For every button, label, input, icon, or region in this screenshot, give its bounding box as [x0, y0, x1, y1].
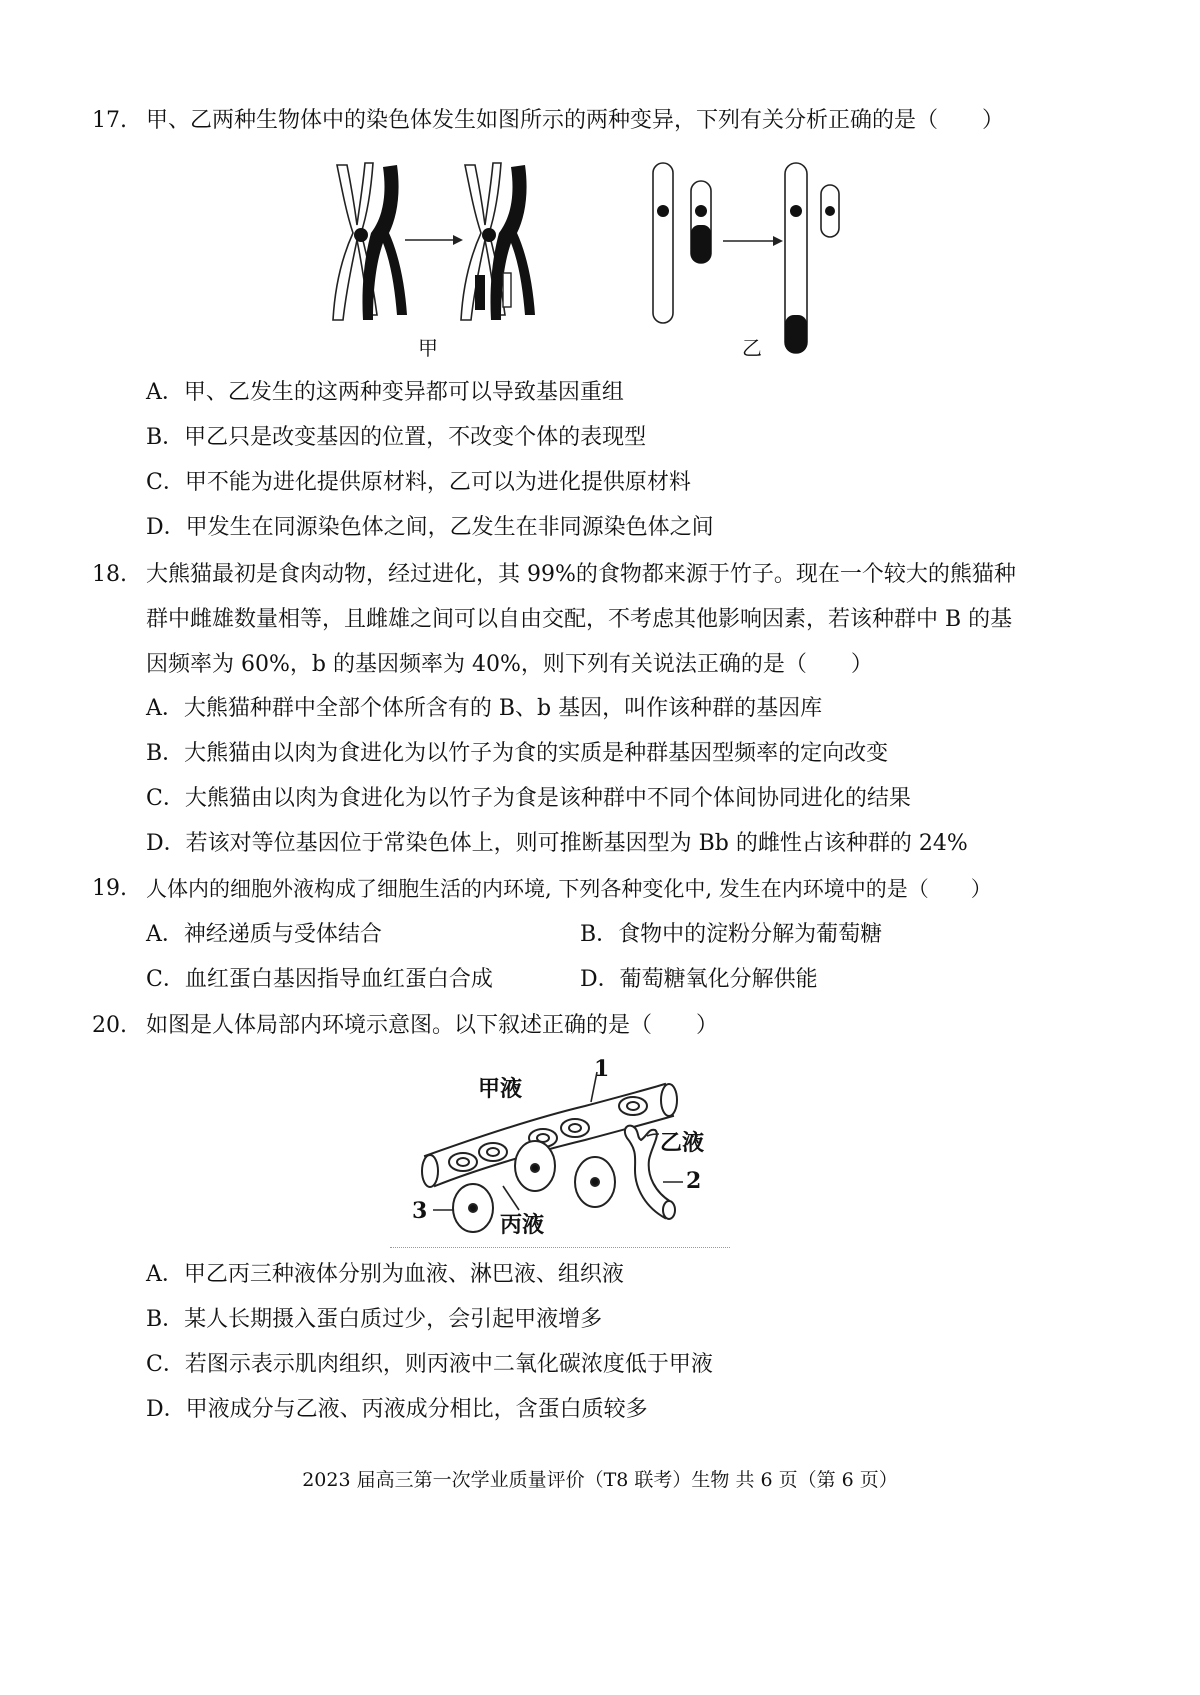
q20-option-b[interactable]: B．某人长期摄入蛋白质过少，会引起甲液增多 — [146, 1307, 603, 1332]
yi-arrow-icon — [723, 236, 783, 246]
q20-label-1: 1 — [594, 1056, 610, 1082]
q18-option-c[interactable]: C．大熊猫由以肉为食进化为以竹子为食是该种群中不同个体间协同进化的结果 — [146, 786, 911, 811]
q17-chromosome-figure — [325, 155, 865, 355]
q18-number: 18. — [92, 562, 127, 587]
q20-option-c[interactable]: C．若图示表示肌肉组织，则丙液中二氧化碳浓度低于甲液 — [146, 1352, 713, 1377]
q17-option-d[interactable]: D．甲发生在同源染色体之间，乙发生在非同源染色体之间 — [146, 515, 714, 540]
q18-stem-line-1: 大熊猫最初是食肉动物，经过进化，其 99%的食物都来源于竹子。现在一个较大的熊猫种 — [146, 562, 1016, 587]
q18-stem-line-2: 群中雌雄数量相等，且雌雄之间可以自由交配，不考虑其他影响因素，若该种群中 B 的基 — [146, 607, 1013, 632]
q17-option-b[interactable]: B．甲乙只是改变基因的位置，不改变个体的表现型 — [146, 425, 647, 450]
q20-label-yi: 乙液 — [660, 1130, 705, 1156]
yi-before-long-chromosome — [653, 163, 673, 323]
q19-option-a[interactable]: A．神经递质与受体结合 — [146, 922, 382, 947]
q17-stem: 甲、乙两种生物体中的染色体发生如图所示的两种变异，下列有关分析正确的是（ ） — [146, 108, 1005, 133]
q19-option-d[interactable]: D．葡萄糖氧化分解供能 — [580, 967, 818, 992]
yi-after-long-chromosome — [785, 163, 807, 353]
q17-number: 17. — [92, 108, 127, 133]
q17-figure-label-yi: 乙 — [742, 336, 762, 360]
q20-label-bing: 丙液 — [500, 1212, 545, 1238]
jia-after-centromere — [482, 228, 496, 242]
q19-option-b[interactable]: B．食物中的淀粉分解为葡萄糖 — [580, 922, 883, 947]
page-footer: 2023 届高三第一次学业质量评价（T8 联考）生物 共 6 页（第 6 页） — [302, 1469, 898, 1491]
yi-before-short-chromosome — [691, 181, 711, 263]
q18-option-a[interactable]: A．大熊猫种群中全部个体所含有的 B、b 基因，叫作该种群的基因库 — [146, 696, 823, 721]
capillary-left-opening — [422, 1155, 438, 1187]
q20-figure-divider — [390, 1247, 730, 1248]
q18-option-b[interactable]: B．大熊猫由以肉为食进化为以竹子为食的实质是种群基因型频率的定向改变 — [146, 741, 889, 766]
q20-option-a[interactable]: A．甲乙丙三种液体分别为血液、淋巴液、组织液 — [146, 1262, 624, 1287]
yi-after-short-chromosome — [821, 185, 839, 237]
q20-label-2: 2 — [686, 1168, 702, 1194]
jia-swapped-segment-light — [503, 273, 511, 307]
q20-stem: 如图是人体局部内环境示意图。以下叙述正确的是（ ） — [146, 1013, 719, 1038]
q19-stem: 人体内的细胞外液构成了细胞生活的内环境, 下列各种变化中, 发生在内环境中的是（ ） — [146, 877, 992, 901]
capillary-right-opening — [661, 1084, 677, 1116]
q19-option-c[interactable]: C．血红蛋白基因指导血红蛋白合成 — [146, 967, 493, 992]
jia-before-dark-chromosome — [362, 165, 407, 320]
q20-option-d[interactable]: D．甲液成分与乙液、丙液成分相比，含蛋白质较多 — [146, 1397, 648, 1422]
jia-arrow-icon — [405, 235, 463, 245]
jia-swapped-segment — [475, 275, 485, 310]
q17-option-c[interactable]: C．甲不能为进化提供原材料，乙可以为进化提供原材料 — [146, 470, 691, 495]
q17-option-a[interactable]: A．甲、乙发生的这两种变异都可以导致基因重组 — [146, 380, 624, 405]
jia-before-centromere — [354, 228, 368, 242]
jia-after-dark-chromosome — [490, 165, 535, 320]
q20-number: 20. — [92, 1013, 127, 1038]
q17-figure-label-jia: 甲 — [418, 336, 438, 360]
q19-number: 19. — [92, 876, 127, 901]
q20-label-jia: 甲液 — [478, 1076, 523, 1102]
q18-stem-line-3: 因频率为 60%，b 的基因频率为 40%，则下列有关说法正确的是（ ） — [146, 652, 873, 677]
q20-label-3: 3 — [412, 1198, 428, 1224]
q18-option-d[interactable]: D．若该对等位基因位于常染色体上，则可推断基因型为 Bb 的雌性占该种群的 24% — [146, 831, 968, 856]
